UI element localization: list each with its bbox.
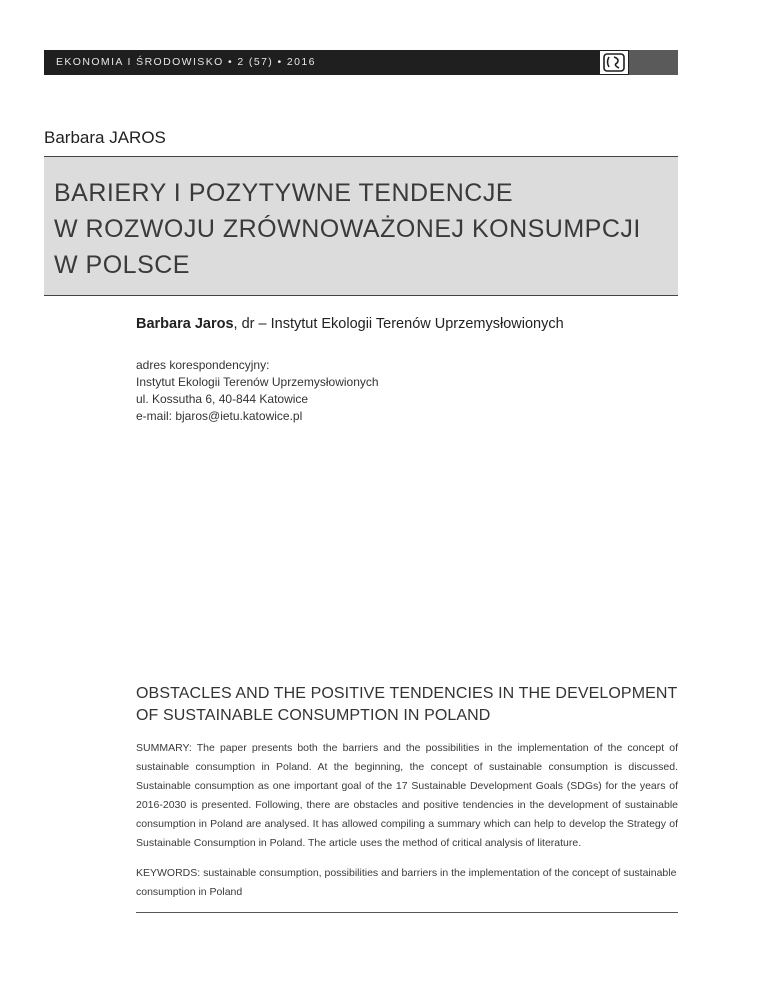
- title-line-3: W POLSCE: [54, 251, 190, 279]
- english-title-line-1: OBSTACLES AND THE POSITIVE TENDENCIES IN THE DEVELOPMENT: [136, 685, 678, 702]
- author-affiliation: [136, 316, 564, 332]
- summary-paragraph: SUMMARY: The paper presents both the barriers and the possibilities in the implementation of the concept of sustainable consumption in Poland. At the beginning, the concept of sustainable consumption is discussed. Sustainable consumption as one important goal of the 17 Sustainable Development Goals (SDGs) for the years of 2016-2030 is presented. Following, there are obstacles and positive tendencies in the development of sustainable consumption in Poland are analysed. It has allowed compiling a summary which can help to develop the Strategy of Sustainable Consumption in Poland. The article uses the method of critical analysis of literature.: [136, 742, 678, 849]
- journal-logo-icon: [599, 50, 629, 75]
- correspondence-address: [136, 357, 379, 425]
- journal-line: EKONOMIA I ŚRODOWISKO • 2 (57) • 2016: [56, 56, 316, 68]
- bottom-divider: [136, 912, 678, 913]
- address-email: e-mail: bjaros@ietu.katowice.pl: [136, 409, 303, 423]
- title-line-1: BARIERY I POZYTYWNE TENDENCJE: [54, 179, 514, 207]
- affiliation-name: Barbara Jaros: [136, 316, 234, 332]
- logo-glyph-icon: [600, 51, 628, 74]
- header-gray-block: [629, 50, 678, 75]
- title-line-2: W ROZWOJU ZRÓWNOWAŻONEJ KONSUMPCJI: [54, 215, 641, 243]
- article-title-box: [44, 156, 678, 296]
- english-title-line-2: OF SUSTAINABLE CONSUMPTION IN POLAND: [136, 707, 491, 724]
- affiliation-institute: , dr – Instytut Ekologii Terenów Uprzemysłowionych: [233, 316, 564, 332]
- address-line-2: ul. Kossutha 6, 40-844 Katowice: [136, 392, 309, 406]
- author-heading: Barbara JAROS: [44, 128, 166, 147]
- address-label: adres korespondencyjny:: [136, 358, 270, 372]
- english-title: [136, 683, 677, 727]
- journal-header-bar: [44, 50, 678, 75]
- address-line-1: Instytut Ekologii Terenów Uprzemysłowionych: [136, 375, 379, 389]
- keywords-paragraph: KEYWORDS: sustainable consumption, possibilities and barriers in the implementation of the concept of sustainable consumption in Poland: [136, 867, 677, 898]
